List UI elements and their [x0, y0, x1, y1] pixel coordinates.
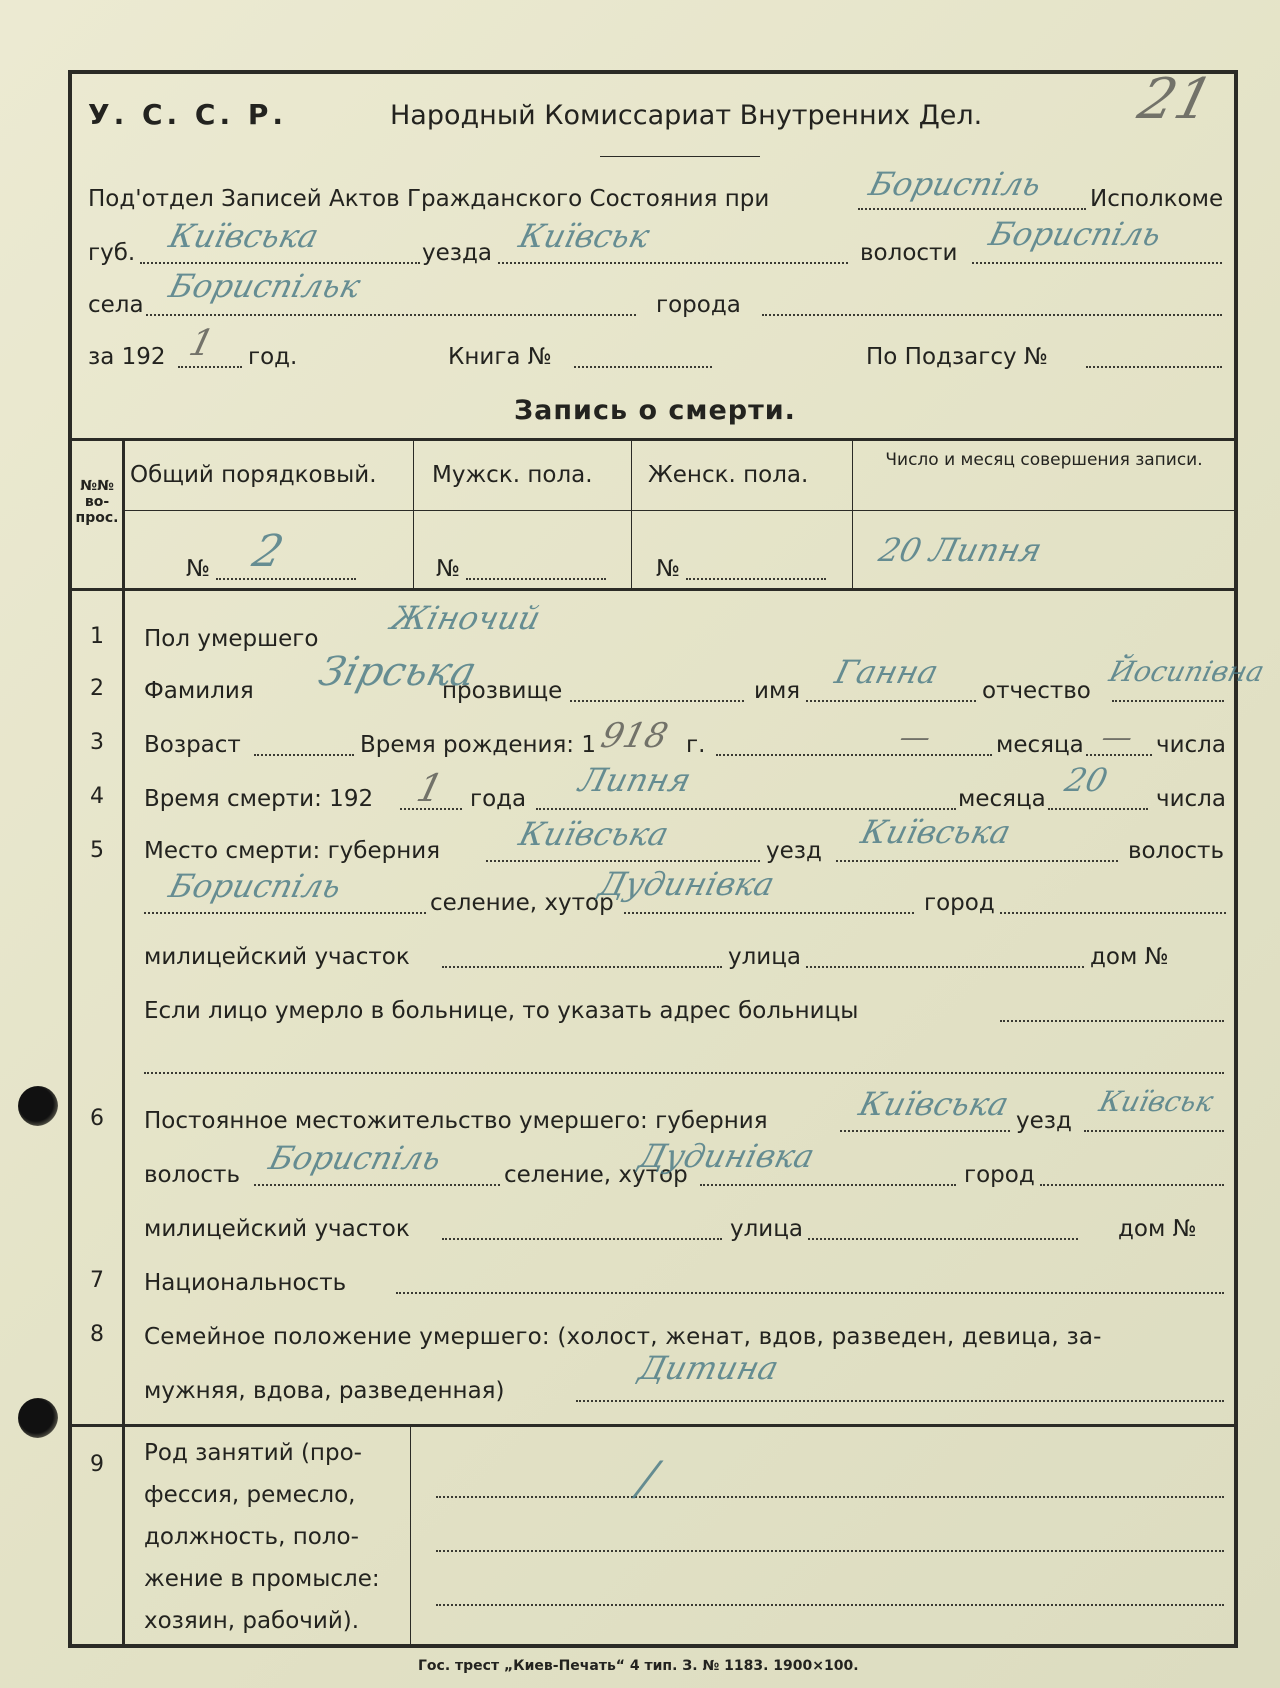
- ispolkom-label: Исполкоме: [1090, 186, 1224, 212]
- header-commissariat: Народный Комиссариат Внутренних Дел.: [390, 100, 983, 131]
- residence-label: Постоянное местожительство умершего: губерния: [144, 1108, 768, 1134]
- birth-g: г.: [686, 732, 706, 758]
- male-header: Мужск. пола.: [432, 462, 593, 488]
- row-number-9: 9: [90, 1452, 104, 1477]
- marital-label-1: Семейное положение умершего: (холост, женат, вдов, разведен, девица, за-: [144, 1324, 1102, 1350]
- male-no-sign: №: [436, 556, 460, 582]
- death-day-value: 20: [1061, 761, 1112, 799]
- place-gub-value: Київська: [515, 815, 673, 853]
- village-value: Дудинівка: [595, 865, 779, 903]
- residence-police-label: милицейский участок: [144, 1216, 410, 1242]
- death-year-value: 1: [412, 766, 448, 810]
- row-number-7: 7: [90, 1268, 104, 1293]
- volost-label: волости: [860, 240, 958, 266]
- residence-city-label: город: [964, 1162, 1035, 1188]
- birth-month-value: —: [895, 720, 935, 755]
- birth-day-label: числа: [1156, 732, 1226, 758]
- death-month-value: Липня: [575, 761, 695, 799]
- row-number-2: 2: [90, 676, 104, 701]
- residence-uezd-value: Київськ: [1096, 1085, 1217, 1118]
- year-label-post: год.: [248, 344, 298, 370]
- place-uezd-label: уезд: [766, 838, 822, 864]
- surname-label: Фамилия: [144, 678, 254, 704]
- question-no-header: №№ во- прос.: [75, 478, 119, 526]
- residence-village-value: Дудинівка: [635, 1137, 819, 1175]
- page-number: 21: [1132, 67, 1220, 132]
- name-value: Ганна: [831, 653, 943, 691]
- residence-village-label: селение, хутор: [504, 1162, 688, 1188]
- nickname-label: прозвище: [442, 678, 563, 704]
- birth-label: Время рождения: 1: [360, 732, 596, 758]
- table-top-rule: [70, 438, 1236, 441]
- printer-footer: Гос. трест „Киев-Печать“ 4 тип. З. № 1183. 1900×100.: [418, 1658, 859, 1674]
- place-volost-label: волость: [1128, 838, 1224, 864]
- place-label: Место смерти: губерния: [144, 838, 441, 864]
- female-no-sign: №: [656, 556, 680, 582]
- date-value: 20 Липня: [875, 531, 1046, 569]
- birth-month-label: месяца: [996, 732, 1084, 758]
- uezd-label: уезда: [422, 240, 492, 266]
- patronymic-value: Йосипівна: [1106, 655, 1268, 688]
- row-number-6: 6: [90, 1106, 104, 1131]
- gorod-label: города: [656, 292, 741, 318]
- general-no-sign: №: [186, 556, 210, 582]
- surname-value: Зірська: [314, 649, 481, 695]
- house-label: дом №: [1090, 944, 1169, 970]
- death-year-post: года: [470, 786, 527, 812]
- marital-label-2: мужняя, вдова, разведенная): [144, 1378, 505, 1404]
- row-number-4: 4: [90, 784, 104, 809]
- hospital-label: Если лицо умерло в больнице, то указать адрес больницы: [144, 998, 859, 1024]
- occupation-line-5: хозяин, рабочий).: [144, 1608, 360, 1634]
- city-label: город: [924, 890, 995, 916]
- village-label: селение, хутор: [430, 890, 614, 916]
- occupation-line-1: Род занятий (про-: [144, 1440, 362, 1466]
- death-day-label: числа: [1156, 786, 1226, 812]
- occupation-line-2: фессия, ремесло,: [144, 1482, 356, 1508]
- residence-volost-value: Бориспіль: [265, 1139, 446, 1177]
- residence-house-label: дом №: [1118, 1216, 1197, 1242]
- name-label: имя: [754, 678, 801, 704]
- year-value: 1: [185, 323, 219, 364]
- sex-label: Пол умершего: [144, 626, 319, 652]
- occupation-line-3: должность, поло-: [144, 1524, 359, 1550]
- gub-label: губ.: [88, 240, 136, 266]
- row-number-1: 1: [90, 624, 104, 649]
- volost-value: Бориспіль: [985, 215, 1166, 253]
- occupation-value: /: [633, 1451, 663, 1505]
- street-label: улица: [728, 944, 802, 970]
- general-no-value: 2: [247, 526, 289, 577]
- police-label: милицейский участок: [144, 944, 410, 970]
- punch-hole-bottom: [18, 1398, 58, 1438]
- residence-volost-label: волость: [144, 1162, 240, 1188]
- birth-value: 918: [597, 716, 672, 756]
- patronymic-label: отчество: [982, 678, 1091, 704]
- general-no-header: Общий порядковый.: [130, 462, 377, 488]
- row-number-5: 5: [90, 838, 104, 863]
- occupation-line-4: жение в промысле:: [144, 1566, 380, 1592]
- punch-hole-top: [18, 1086, 58, 1126]
- marital-value: Дитина: [635, 1349, 783, 1387]
- residence-gub-value: Київська: [855, 1085, 1013, 1123]
- place-volost-value: Бориспіль: [165, 867, 346, 905]
- office-line: Под'отдел Записей Актов Гражданского Состояния при: [88, 186, 770, 212]
- nationality-label: Национальность: [144, 1270, 347, 1296]
- residence-uezd-label: уезд: [1016, 1108, 1072, 1134]
- birth-day-value: —: [1097, 720, 1137, 755]
- ispolkom-value: Бориспіль: [865, 165, 1046, 203]
- female-header: Женск. пола.: [648, 462, 809, 488]
- book-label: Книга №: [448, 344, 552, 370]
- death-label: Время смерти: 192: [144, 786, 374, 812]
- uezd-value: Київськ: [515, 217, 654, 255]
- row-number-3: 3: [90, 730, 104, 755]
- header-separator: [600, 156, 760, 157]
- row-number-8: 8: [90, 1322, 104, 1347]
- form-title: Запись о смерти.: [514, 395, 796, 426]
- selo-label: села: [88, 292, 144, 318]
- selo-value: Бориспільк: [165, 267, 365, 305]
- age-label: Возраст: [144, 732, 241, 758]
- subzags-label: По Подзагсу №: [866, 344, 1048, 370]
- place-uezd-value: Київська: [857, 813, 1015, 851]
- sex-value: Жіночий: [387, 599, 545, 637]
- header-republic: У. С. С. Р.: [88, 98, 287, 131]
- residence-street-label: улица: [730, 1216, 804, 1242]
- death-month-label: месяца: [958, 786, 1046, 812]
- gub-value: Київська: [165, 217, 323, 255]
- date-header: Число и месяц совершения записи.: [885, 450, 1203, 470]
- year-label-pre: за 192: [88, 344, 166, 370]
